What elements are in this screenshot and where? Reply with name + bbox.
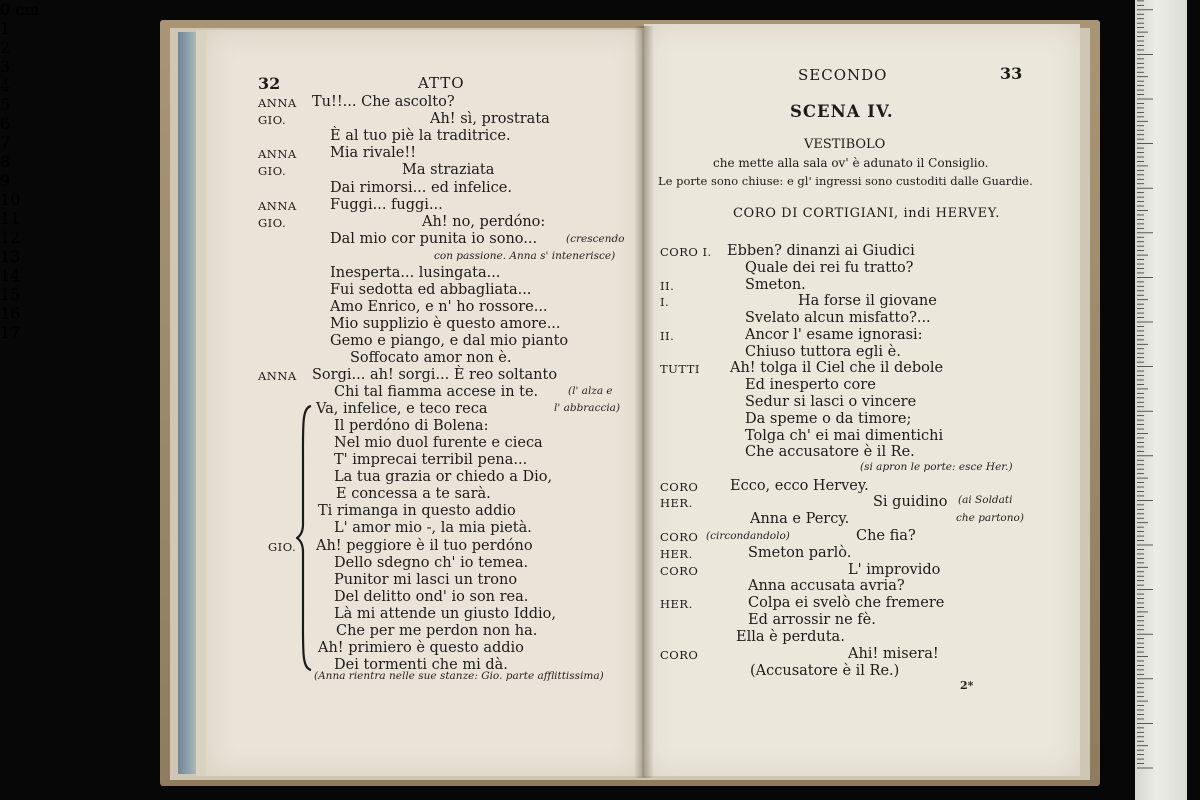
speaker-label: ANNA bbox=[258, 96, 297, 110]
stage-direction: (Anna rientra nelle sue stanze: Gio. parte afflittissima) bbox=[314, 670, 604, 682]
signature-mark: 2* bbox=[960, 679, 974, 692]
stage-direction: (crescendo bbox=[566, 233, 625, 245]
speaker-label: GIO. bbox=[258, 113, 287, 127]
ruler-label: 15 bbox=[0, 285, 21, 304]
verse-line: Ti rimanga in questo addio bbox=[318, 503, 516, 519]
verse-line: Da speme o da timore; bbox=[745, 411, 912, 427]
ruler-label: 2 bbox=[0, 38, 11, 57]
stage-direction: (si apron le porte: esce Her.) bbox=[860, 461, 1013, 473]
speaker-label: II. bbox=[660, 329, 675, 343]
verse-line: Ancor l' esame ignorasi: bbox=[745, 327, 923, 343]
verse-line: Smeton parlò. bbox=[748, 545, 852, 561]
verse-line: Dal mio cor punita io sono... bbox=[330, 231, 538, 247]
speaker-label: CORO bbox=[660, 564, 699, 578]
left-page-number: 32 bbox=[258, 74, 281, 93]
speaker-label: CORO bbox=[660, 648, 699, 662]
speaker-label: CORO I. bbox=[660, 245, 712, 259]
verse-line: Ah! primiero è questo addio bbox=[318, 640, 524, 656]
verse-line: Ebben? dinanzi ai Giudici bbox=[727, 243, 915, 259]
speaker-label: ANNA bbox=[258, 147, 297, 161]
verse-line: Il perdóno di Bolena: bbox=[334, 418, 489, 434]
ruler-label: 10 bbox=[0, 190, 21, 209]
verse-line: Mio supplizio è questo amore... bbox=[330, 316, 561, 332]
verse-line: Mia rivale!! bbox=[330, 145, 417, 161]
verse-line: Va, infelice, e teco reca bbox=[316, 401, 488, 417]
verse-line: Sedur si lasci o vincere bbox=[745, 394, 917, 410]
stage-direction: con passione. Anna s' intenerisce) bbox=[434, 250, 616, 262]
verse-line: Si guidino bbox=[873, 494, 948, 510]
verse-line: Tolga ch' ei mai dimentichi bbox=[745, 428, 944, 444]
ruler-label: 4 bbox=[0, 76, 11, 95]
speaker-label: I. bbox=[660, 295, 670, 309]
verse-line: Là mi attende un giusto Iddio, bbox=[334, 606, 556, 622]
verse-line: Svelato alcun misfatto?... bbox=[745, 310, 931, 326]
verse-line: Punitor mi lasci un trono bbox=[334, 572, 518, 588]
verse-line: Ahi! misera! bbox=[848, 646, 939, 662]
left-running-head: ATTO bbox=[418, 74, 465, 92]
speaker-label: HER. bbox=[660, 496, 693, 510]
ruler-label: 3 bbox=[0, 57, 11, 76]
ruler-label: 13 bbox=[0, 247, 21, 266]
verse-line: (Accusatore è il Re.) bbox=[750, 663, 900, 679]
speaker-label: TUTTI bbox=[660, 362, 700, 376]
right-running-head: SECONDO bbox=[798, 66, 888, 84]
speaker-label: ANNA bbox=[258, 369, 297, 383]
verse-line: Ah! no, perdóno: bbox=[422, 214, 546, 230]
verse-line: Ella è perduta. bbox=[736, 629, 845, 645]
verse-line: Ah! peggiore è il tuo perdóno bbox=[316, 538, 533, 554]
verse-line: Tu!!... Che ascolto? bbox=[312, 94, 455, 110]
verse-line: Smeton. bbox=[745, 277, 806, 293]
verse-line: Ecco, ecco Hervey. bbox=[730, 478, 869, 494]
ruler-label: 16 bbox=[0, 304, 21, 323]
stage-direction: che partono) bbox=[956, 512, 1024, 524]
speaker-label: GIO. bbox=[268, 540, 297, 554]
ruler-label: 9 bbox=[0, 171, 11, 190]
verse-line: Chiuso tuttora egli è. bbox=[745, 344, 901, 360]
speaker-label: HER. bbox=[660, 597, 693, 611]
speaker-label: CORO bbox=[660, 530, 699, 544]
scene-setting: VESTIBOLO bbox=[804, 137, 886, 152]
verse-line: Fui sedotta ed abbagliata... bbox=[330, 282, 532, 298]
ruler-ticks bbox=[1135, 0, 1187, 800]
verse-line: Del delitto ond' io son rea. bbox=[334, 589, 529, 605]
speaker-label: II. bbox=[660, 279, 675, 293]
verse-line: Anna accusata avria? bbox=[748, 578, 905, 594]
verse-line: L' improvido bbox=[848, 562, 941, 578]
verse-line: Chi tal fiamma accese in te. bbox=[334, 384, 539, 400]
measuring-ruler bbox=[1135, 0, 1187, 800]
verse-line: Che fia? bbox=[856, 528, 916, 544]
stage-direction: (l' alza e bbox=[568, 385, 613, 397]
curly-brace-icon bbox=[296, 404, 314, 672]
stage-direction: l' abbraccia) bbox=[554, 402, 621, 414]
verse-line: Inesperta... lusingata... bbox=[330, 265, 501, 281]
speaker-label: HER. bbox=[660, 547, 693, 561]
verse-line: Dello sdegno ch' io temea. bbox=[334, 555, 529, 571]
verse-line: Fuggi... fuggi... bbox=[330, 197, 443, 213]
verse-line: Dai rimorsi... ed infelice. bbox=[330, 180, 512, 196]
verse-line: Ah! tolga il Ciel che il debole bbox=[730, 360, 944, 376]
verse-line: Nel mio duol furente e cieca bbox=[334, 435, 543, 451]
verse-line: Che accusatore è il Re. bbox=[745, 444, 915, 460]
verse-line: Che per me perdon non ha. bbox=[336, 623, 538, 639]
ruler-label: 0 cm bbox=[0, 0, 40, 19]
speaker-label: CORO bbox=[660, 480, 699, 494]
verse-line: Gemo e piango, e dal mio pianto bbox=[330, 333, 569, 349]
verse-line: La tua grazia or chiedo a Dio, bbox=[334, 469, 553, 485]
verse-line: Sorgi... ah! sorgi... È reo soltanto bbox=[312, 367, 558, 383]
right-page-number: 33 bbox=[1000, 64, 1023, 83]
verse-line: Colpa ei svelò che fremere bbox=[748, 595, 945, 611]
verse-line: Ma straziata bbox=[402, 162, 495, 178]
verse-line: Quale dei rei fu tratto? bbox=[745, 260, 914, 276]
scene-title: SCENA IV. bbox=[790, 102, 894, 121]
verse-line: Ah! sì, prostrata bbox=[430, 111, 550, 127]
ruler-label: 14 bbox=[0, 266, 21, 285]
ruler-label: 8 bbox=[0, 152, 11, 171]
book-gutter bbox=[634, 26, 654, 778]
ruler-label: 12 bbox=[0, 228, 21, 247]
verse-line: Ha forse il giovane bbox=[798, 293, 937, 309]
ruler-label: 5 bbox=[0, 95, 11, 114]
scene-setting-desc: che mette alla sala ov' è adunato il Consiglio. bbox=[713, 156, 989, 170]
ruler-label: 17 bbox=[0, 323, 21, 342]
verse-line: T' imprecai terribil pena... bbox=[334, 452, 528, 468]
ruler-label: 11 bbox=[0, 209, 21, 228]
scene-setting-desc: Le porte sono chiuse: e gl' ingressi sono custoditi dalle Guardie. bbox=[658, 174, 1033, 188]
verse-line: L' amor mio -, la mia pietà. bbox=[334, 520, 532, 536]
verse-line: Ed inesperto core bbox=[745, 377, 876, 393]
verse-line: E concessa a te sarà. bbox=[336, 486, 491, 502]
ruler-label: 6 bbox=[0, 114, 11, 133]
stage-direction: (ai Soldati bbox=[958, 494, 1013, 506]
scene-cast: CORO DI CORTIGIANI, indi HERVEY. bbox=[733, 206, 1000, 221]
verse-line: Anna e Percy. bbox=[750, 511, 850, 527]
stage-direction: (circondandolo) bbox=[706, 530, 790, 542]
speaker-label: ANNA bbox=[258, 199, 297, 213]
speaker-label: GIO. bbox=[258, 216, 287, 230]
verse-line: Amo Enrico, e n' ho rossore... bbox=[330, 299, 548, 315]
ruler-label: 1 bbox=[0, 19, 11, 38]
verse-line: Dei tormenti che mi dà. bbox=[334, 657, 508, 673]
verse-line: Ed arrossir ne fè. bbox=[748, 612, 876, 628]
speaker-label: GIO. bbox=[258, 164, 287, 178]
ruler-label: 7 bbox=[0, 133, 11, 152]
verse-line: Soffocato amor non è. bbox=[350, 350, 512, 366]
verse-line: È al tuo piè la traditrice. bbox=[330, 128, 511, 144]
